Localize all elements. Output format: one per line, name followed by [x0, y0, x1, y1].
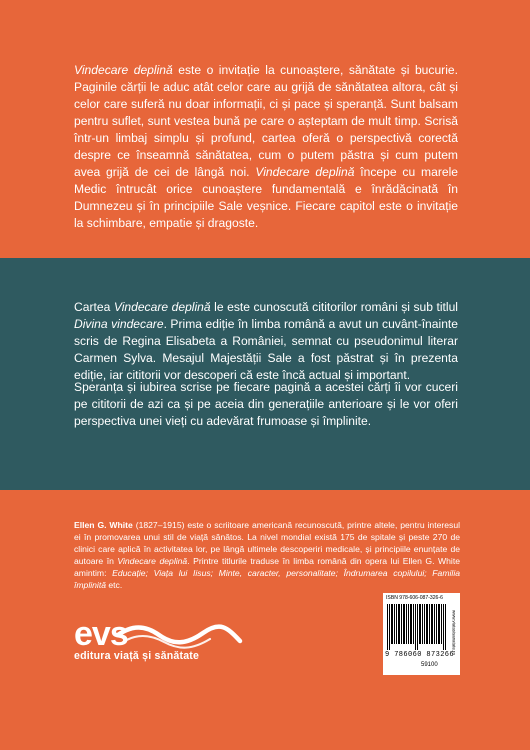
- description-text-2: începe cu marele Medic întrucât orice cunoaștere fundamentală e înrădăcinată în Dumnezeu și în principiile Sale veșnice. Fiecare capitol este o invitație la schimbare, empatie și dragoste.: [74, 165, 458, 230]
- publisher-wave-icon: [114, 623, 244, 651]
- isbn-text: ISBN 978-606-087-326-6: [386, 595, 443, 601]
- top-orange-panel: [0, 0, 530, 258]
- author-name: Ellen G. White: [74, 520, 133, 530]
- barcode-label: [383, 593, 460, 675]
- publisher-logo: [74, 614, 264, 670]
- website-text: www.viatasisanatate.ro: [451, 610, 457, 655]
- history-title: Vindecare deplină: [113, 300, 211, 314]
- author-bio: [74, 519, 460, 591]
- barcode-bars: [387, 604, 448, 650]
- bottom-orange-panel: [0, 490, 530, 750]
- hope-paragraph: Speranța și iubirea scrise pe fiecare pagină a acestei cărți îi vor cuceri pe cititorii de azi ca și pe aceia din generațiile anterioare și le vor oferi perspectiva unei vieți cu adevărat frumoase și împlinite.: [74, 380, 458, 428]
- history-text-a: Cartea: [74, 300, 114, 314]
- book-description: [74, 62, 458, 232]
- barcode-price-code: 59100: [421, 662, 438, 668]
- book-title-italic: Vindecare deplină: [74, 63, 173, 77]
- history-text-c: . Prima ediție în limba română a avut un cuvânt-înainte scris de Regina Elisabeta a României, semnat cu pseudonimul literar Carmen Sylva. Mesajul Majestății Sale a fost păstrat și în prezenta ediție, iar cititorii vor descoperi că este încă actual și important.: [74, 317, 459, 382]
- history-paragraph: [74, 299, 458, 384]
- description-text-1: este o invitație la cunoaștere, sănătate și bucurie. Paginile cărții le aduc atât celor care au grijă de sănătatea altora, cât și celor care suferă nu doar informații, ci și pace și speranță. Sunt balsam pentru suflet, sunt vestea bună pe care o așteptam de mult timp. Scrisă într-un limbaj simplu și profund, cartea oferă o perspectivă corectă despre ce înseamnă sănătatea, cum o putem păstra și cum putem avea grijă de cei de lângă noi.: [74, 63, 458, 179]
- author-bio-text-2: . Printre titlurile traduse în limba română din opera lui Ellen G. White amintim:: [74, 556, 460, 578]
- author-bio-end: etc.: [106, 580, 123, 590]
- history-text-b: le este cunoscută cititorilor români și sub titlul: [210, 300, 458, 314]
- barcode-digits: 9 786060 873266: [385, 651, 455, 659]
- middle-teal-panel: [0, 258, 530, 490]
- history-old-title: Divina vindecare: [74, 317, 164, 331]
- barcode-icon: [387, 604, 448, 650]
- book-title-italic-2: Vindecare deplină: [255, 165, 355, 179]
- barcode-vertical-text: [450, 596, 458, 672]
- publisher-brand-text: evs: [74, 615, 128, 653]
- publisher-name: editura viață și sănătate: [74, 650, 200, 662]
- author-bio-title: Vindecare deplină: [117, 556, 188, 566]
- author-bio-titles: Educație; Viața lui Iisus; Minte, caracter, personalitate; Îndrumarea copilului; Familia împlinită: [74, 568, 461, 590]
- author-bio-text-1: (1827–1915) este o scriitoare americană recunoscută, printre altele, pentru interesul ei în promovarea unui stil de viață sănătos. La nivel mondial există 175 de spitale și peste 270 de clinici care aplică în activitatea lor, pe lângă ultimele descoperiri medicale, și principiile enunțate de autoare în: [74, 520, 461, 566]
